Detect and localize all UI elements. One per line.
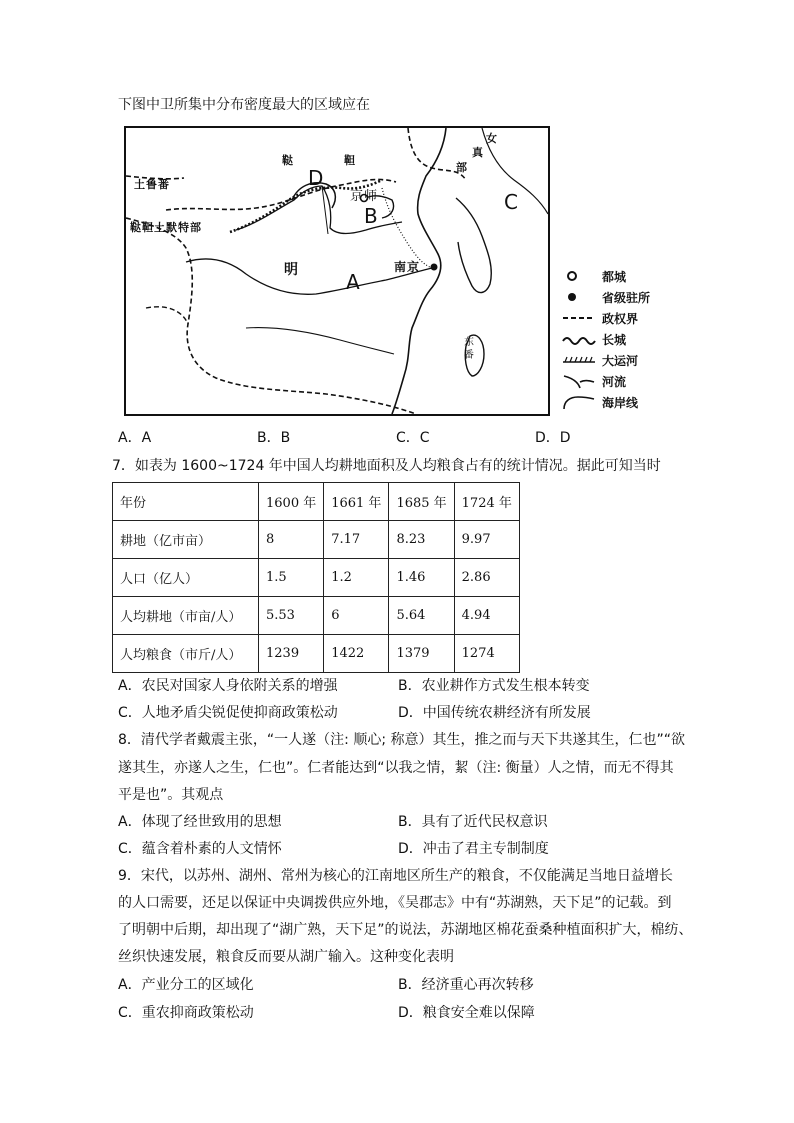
map-label-ming: 明 xyxy=(284,262,299,278)
hatched-line-icon xyxy=(562,351,596,369)
question-8-line: 平是也”。其观点 xyxy=(118,787,224,803)
table-cell: 2.86 xyxy=(454,559,519,597)
q7-option-c[interactable]: C．人地矛盾尖锐促使抑商政策松动 xyxy=(118,705,338,721)
table-header-cell: 1685 年 xyxy=(389,483,454,521)
table-header-row xyxy=(113,483,520,521)
table-cell: 1.46 xyxy=(389,559,454,597)
table-row xyxy=(113,597,520,635)
question-9-line: 了明朝中后期，却出现了“湖广熟，天下足”的说法，苏湖地区棉花蚕桑种植面积扩大，棉纺、 xyxy=(118,922,693,938)
legend-row xyxy=(562,351,682,369)
table-cell: 1274 xyxy=(454,635,519,673)
q6-option-d[interactable]: D．D xyxy=(535,430,571,446)
political-border-south xyxy=(146,307,188,324)
table-cell: 6 xyxy=(324,597,389,635)
map-region-a: A xyxy=(346,270,360,294)
table-cell: 7.17 xyxy=(324,521,389,559)
legend-row xyxy=(562,288,682,306)
q8-option-d[interactable]: D．冲击了君主专制制度 xyxy=(398,841,549,857)
table-header-cell: 1724 年 xyxy=(454,483,519,521)
q9-option-b[interactable]: B．经济重心再次转移 xyxy=(398,977,534,993)
question-9-line: 丝织快速发展，粮食反而要从湖广输入。这种变化表明 xyxy=(118,949,454,965)
q7-option-d[interactable]: D．中国传统农耕经济有所发展 xyxy=(398,705,591,721)
q6-option-c[interactable]: C．C xyxy=(396,430,430,446)
table-cell: 人均粮食（市斤/人） xyxy=(113,635,259,673)
table-row xyxy=(113,559,520,597)
table-header-cell: 年份 xyxy=(113,483,259,521)
pearl-river xyxy=(246,328,394,354)
legend-row xyxy=(562,372,682,390)
map-label-tulufan: 土鲁番 xyxy=(134,178,170,191)
q8-option-b[interactable]: B．具有了近代民权意识 xyxy=(398,814,548,830)
table-cell: 人口（亿人） xyxy=(113,559,259,597)
question-9-line: 9．宋代，以苏州、湖州、常州为核心的江南地区所生产的粮食，不仅能满足当地日益增长 xyxy=(118,868,673,884)
table-cell: 1.5 xyxy=(259,559,324,597)
map-region-c: C xyxy=(504,190,518,214)
table-row xyxy=(113,635,520,673)
question-9-line: 的人口需要，还足以保证中央调拨供应外地，《吴郡志》中有“苏湖熟，天下足”的记载。到 xyxy=(118,895,672,911)
question-6-stem: 下图中卫所集中分布密度最大的区域应在 xyxy=(118,97,370,113)
legend-row xyxy=(562,309,682,327)
map-label-wala: 鞑靼土默特部 xyxy=(130,221,202,234)
legend-label: 省级驻所 xyxy=(602,291,651,305)
table-cell: 5.53 xyxy=(259,597,324,635)
table-cell: 1379 xyxy=(389,635,454,673)
table-cell: 8 xyxy=(259,521,324,559)
map-label-tatar-left: 鞑 xyxy=(282,154,294,167)
statistics-table xyxy=(112,482,520,673)
legend-label: 都城 xyxy=(602,270,627,284)
table-header-cell: 1600 年 xyxy=(259,483,324,521)
map-label-tatar-right: 靼 xyxy=(344,154,356,167)
legend-label: 河流 xyxy=(602,375,627,389)
table-cell: 1422 xyxy=(324,635,389,673)
coastline-icon xyxy=(562,393,596,411)
wavy-line-icon xyxy=(562,330,596,348)
q7-option-b[interactable]: B．农业耕作方式发生根本转变 xyxy=(398,678,590,694)
legend-label: 政权界 xyxy=(602,312,639,326)
question-8-line: 8．清代学者戴震主张，“一人遂（注: 顺心; 称意）其生，推之而与天下共遂其生，仁也”“欲 xyxy=(118,732,685,748)
ming-dynasty-map xyxy=(124,126,550,416)
table-cell: 8.23 xyxy=(389,521,454,559)
capital-icon xyxy=(562,267,596,285)
river-branch xyxy=(322,186,328,234)
question-8-line: 遂其生，亦遂人之生，仁也”。仁者能达到“以我之情，絜（注: 衡量）人之情，而无不得其 xyxy=(118,760,674,776)
table-cell: 人均耕地（市亩/人） xyxy=(113,597,259,635)
q8-option-c[interactable]: C．蕴含着朴素的人文情怀 xyxy=(118,841,282,857)
map-label-bu: 部 xyxy=(456,161,468,174)
q9-option-c[interactable]: C．重农抑商政策松动 xyxy=(118,1005,254,1021)
map-label-dongfan: 东番 xyxy=(464,337,475,361)
table-cell: 耕地（亿市亩） xyxy=(113,521,259,559)
table-cell: 5.64 xyxy=(389,597,454,635)
map-region-b: B xyxy=(364,204,378,228)
q6-option-b[interactable]: B．B xyxy=(257,430,291,446)
legend-label: 大运河 xyxy=(602,354,639,368)
table-row xyxy=(113,521,520,559)
table-cell: 1239 xyxy=(259,635,324,673)
legend-row xyxy=(562,330,682,348)
table-cell: 1.2 xyxy=(324,559,389,597)
question-7-stem: 7．如表为 1600~1724 年中国人均耕地面积及人均粮食占有的统计情况。据此可知当时 xyxy=(112,458,661,474)
provincial-seat-icon xyxy=(562,288,596,306)
political-border-west xyxy=(126,218,416,414)
q8-option-a[interactable]: A．体现了经世致用的思想 xyxy=(118,814,282,830)
q6-option-a[interactable]: A．A xyxy=(118,430,152,446)
q7-option-a[interactable]: A．农民对国家人身依附关系的增强 xyxy=(118,678,338,694)
legend-label: 海岸线 xyxy=(602,396,639,410)
nanjing-marker xyxy=(431,264,438,271)
map-region-d: D xyxy=(308,166,324,190)
q9-option-a[interactable]: A．产业分工的区域化 xyxy=(118,977,254,993)
table-header-cell: 1661 年 xyxy=(324,483,389,521)
map-drawing xyxy=(126,128,548,414)
legend-row xyxy=(562,393,682,411)
legend-label: 长城 xyxy=(602,333,627,347)
dashed-line-icon xyxy=(562,309,596,327)
legend-row xyxy=(562,267,682,285)
coastline-korea xyxy=(456,198,491,293)
map-label-nanjing: 南京 xyxy=(394,260,421,274)
map-label-nv: 女 xyxy=(486,132,498,145)
river-icon xyxy=(562,372,596,390)
map-label-jingshi: 京师 xyxy=(350,189,379,204)
q9-option-d[interactable]: D．粮食安全难以保障 xyxy=(398,1005,535,1021)
table-cell: 9.97 xyxy=(454,521,519,559)
map-label-zhen: 真 xyxy=(472,146,484,159)
table-cell: 4.94 xyxy=(454,597,519,635)
